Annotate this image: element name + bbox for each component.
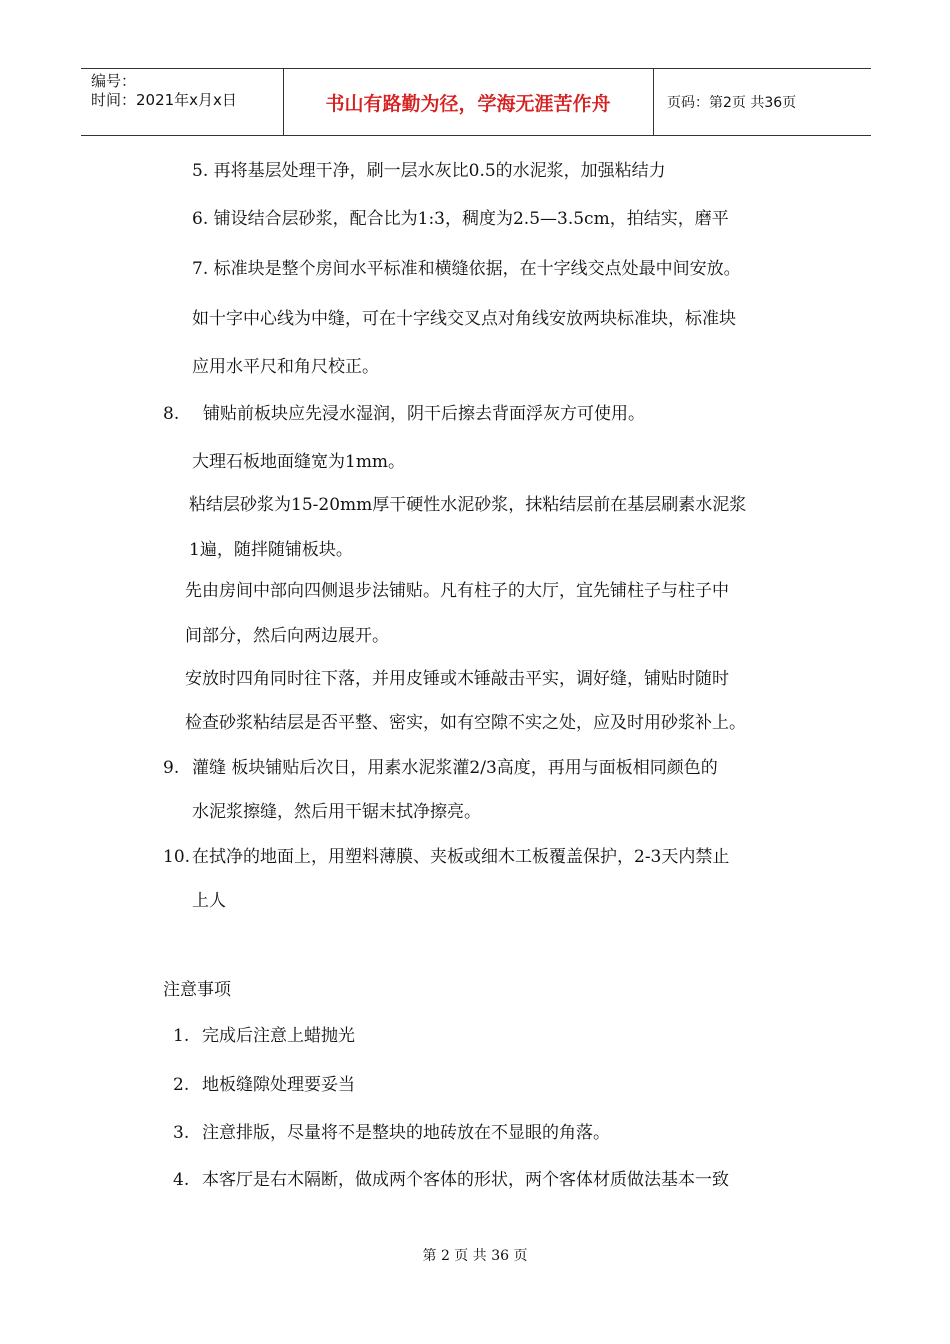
- body-line: 如十字中心线为中缝，可在十字线交叉点对角线安放两块标准块，标准块: [192, 309, 736, 329]
- body-line: 大理石板地面缝宽为1mm。: [192, 452, 406, 472]
- list-number: 10.: [163, 847, 191, 867]
- list-number: 3.: [173, 1123, 190, 1143]
- list-item: 3. 注意排版，尽量将不是整块的地砖放在不显眼的角落。: [173, 1123, 610, 1143]
- page-footer: 第 2 页 共 36 页: [422, 1248, 528, 1264]
- body-line: 7. 标准块是整个房间水平标准和横缝依据，在十字线交点处最中间安放。: [192, 259, 741, 279]
- list-item: 1. 完成后注意上蜡抛光: [173, 1026, 355, 1046]
- list-item: 2. 地板缝隙处理要妥当: [173, 1075, 355, 1095]
- body-line: 上人: [192, 891, 226, 911]
- body-line: 水泥浆擦缝，然后用干锯末拭净擦亮。: [192, 802, 481, 822]
- header-meta: [91, 72, 237, 110]
- body-line: 应用水平尺和角尺校正。: [192, 357, 379, 377]
- list-number: 1.: [173, 1026, 190, 1046]
- list-item: 9. 灌缝 板块铺贴后次日，用素水泥浆灌2/3高度，再用与面板相同颜色的: [163, 758, 718, 778]
- body-line: 间部分，然后向两边展开。: [185, 626, 389, 646]
- body-line: 先由房间中部向四侧退步法铺贴。凡有柱子的大厅，宜先铺柱子与柱子中: [185, 581, 729, 601]
- body-line: 安放时四角同时往下落，并用皮锤或木锤敲击平实，调好缝，铺贴时随时: [185, 669, 729, 689]
- list-number: 2.: [173, 1075, 190, 1095]
- list-item: 4. 本客厅是右木隔断，做成两个客体的形状，两个客体材质做法基本一致: [173, 1170, 729, 1190]
- page-header: [81, 68, 871, 136]
- list-item: 10. 在拭净的地面上，用塑料薄膜、夹板或细木工板覆盖保护，2-3天内禁止: [163, 847, 730, 867]
- header-motto: 书山有路勤为径，学海无涯苦作舟: [325, 92, 611, 115]
- serial-label: 编号：: [91, 72, 137, 90]
- list-number: 4.: [173, 1170, 190, 1190]
- section-heading: 注意事项: [163, 980, 231, 1000]
- body-line: 1遍，随拌随铺板块。: [189, 540, 353, 560]
- list-number: 8.: [163, 404, 180, 424]
- header-divider: [653, 69, 654, 135]
- body-line: 粘结层砂浆为15-20mm厚干硬性水泥砂浆，抹粘结层前在基层刷素水泥浆: [189, 495, 747, 515]
- body-line: 5. 再将基层处理干净，刷一层水灰比0.5的水泥浆，加强粘结力: [192, 161, 666, 181]
- body-line: 6. 铺设结合层砂浆，配合比为1:3，稠度为2.5—3.5cm，拍结实，磨平: [192, 209, 729, 229]
- body-line: 检查砂浆粘结层是否平整、密实，如有空隙不实之处，应及时用砂浆补上。: [185, 713, 746, 733]
- time-label: 时间：2021年x月x日: [91, 91, 237, 109]
- header-page-info: 页码：第2页 共36页: [667, 95, 797, 111]
- list-item: 8. 铺贴前板块应先浸水湿润，阴干后擦去背面浮灰方可使用。: [163, 404, 645, 424]
- list-number: 9.: [163, 758, 180, 778]
